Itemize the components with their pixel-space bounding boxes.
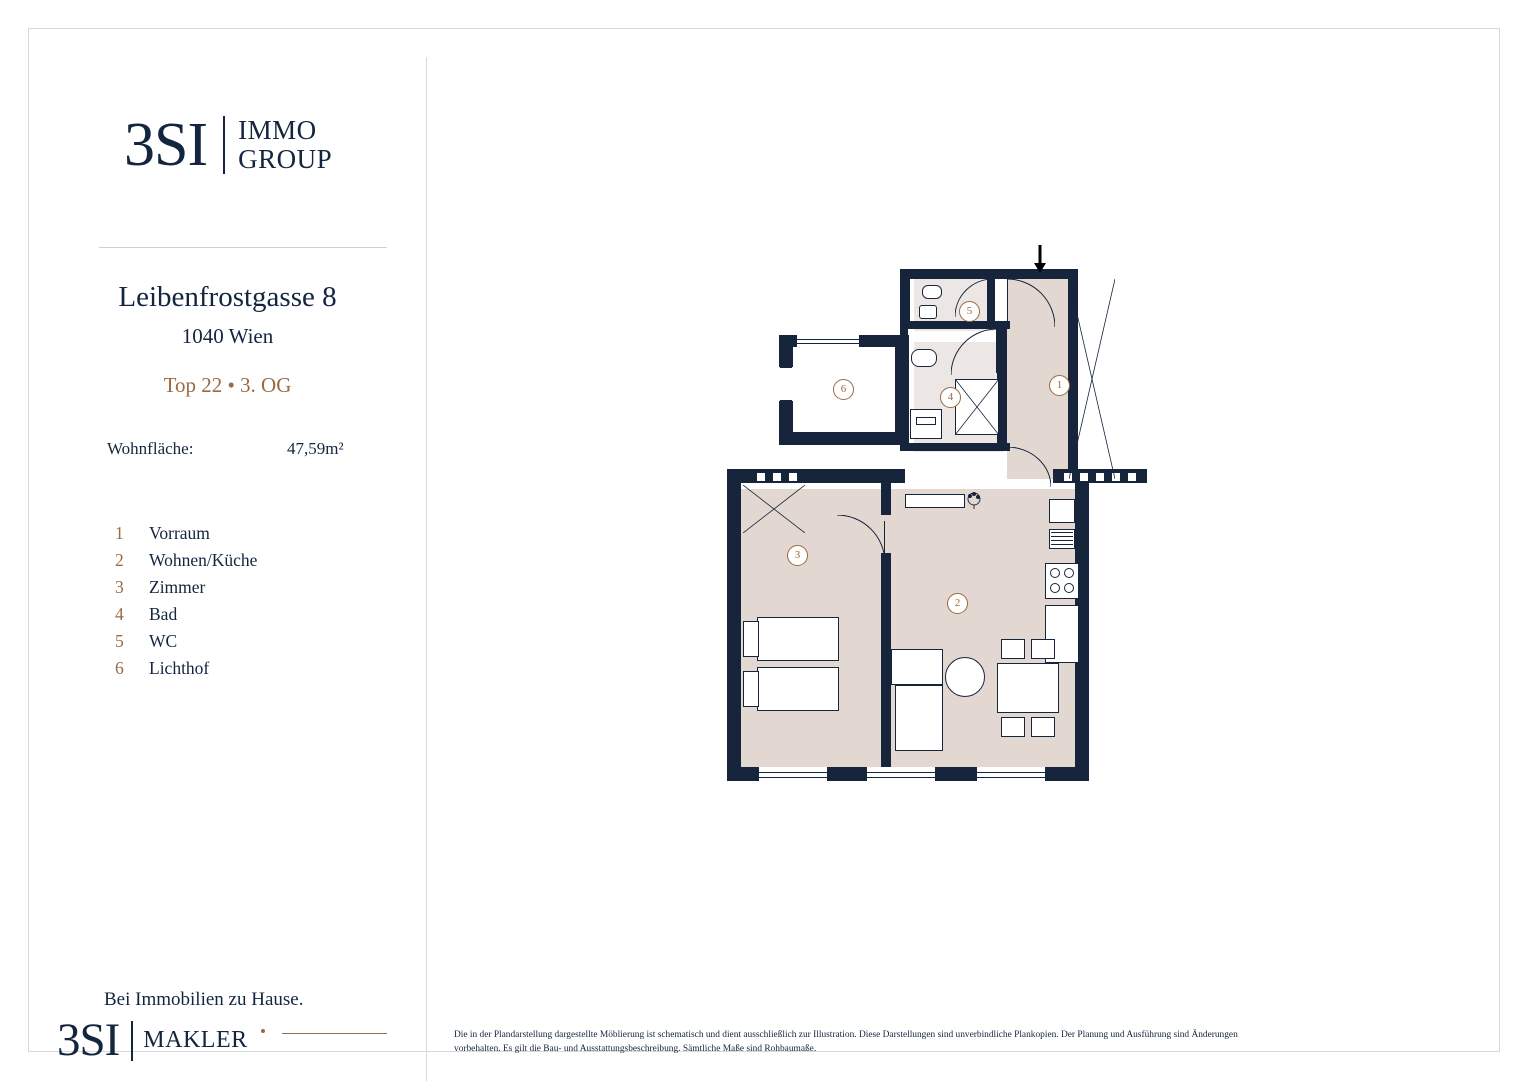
bed-icon — [757, 667, 839, 711]
kitchen-counter-top — [905, 494, 965, 508]
footer-logo-mark: 3SI — [57, 1014, 120, 1066]
washing-machine-drum — [916, 417, 936, 425]
wall-lichthof-bottom — [779, 433, 909, 445]
cabinet-line — [1051, 536, 1073, 537]
vertical-divider — [426, 57, 427, 1081]
stove-burner — [1050, 583, 1060, 593]
list-item — [107, 523, 397, 550]
chair-icon — [1031, 717, 1055, 737]
wall-notch — [1128, 473, 1136, 481]
legend-number: 2 — [115, 550, 124, 570]
bed-pillow-icon — [743, 621, 759, 657]
list-item — [107, 577, 397, 604]
document-page — [28, 28, 1500, 1066]
window-lichthof-left-line2 — [780, 400, 792, 401]
wall-notch — [773, 473, 781, 481]
window-line — [797, 339, 859, 340]
toilet-icon — [922, 285, 942, 299]
window-line — [797, 343, 859, 344]
window-bottom-2 — [867, 767, 935, 781]
wall-left-upper — [900, 269, 910, 329]
legend-label: Vorraum — [149, 523, 210, 543]
brand-logo-divider — [223, 116, 225, 174]
door-zimmer — [837, 515, 885, 563]
brand-logo-line2: GROUP — [238, 144, 333, 174]
chair-icon — [1031, 639, 1055, 659]
bed-pillow-icon — [743, 671, 759, 707]
window-lichthof-left — [779, 367, 793, 401]
stove-burner — [1064, 583, 1074, 593]
living-area-label: Wohnfläche: — [107, 439, 194, 458]
stove-icon — [1045, 563, 1079, 599]
legend-number: 1 — [115, 523, 124, 543]
room-badge-1: 1 — [1049, 375, 1070, 396]
window-line — [977, 777, 1045, 778]
footer-logo — [57, 1014, 248, 1066]
dining-table — [997, 663, 1059, 713]
hatch-stairwell — [1069, 279, 1115, 479]
door-wohnen — [1007, 447, 1051, 487]
round-table-icon — [945, 657, 985, 697]
window-lichthof-left-line1 — [780, 367, 792, 368]
cabinet-line — [1051, 532, 1073, 533]
footer-logo-divider — [131, 1021, 133, 1061]
wall-notch — [789, 473, 797, 481]
window-line — [977, 772, 1045, 773]
door-bad — [951, 329, 997, 375]
hatch-niche — [743, 485, 805, 533]
footer-accent-line — [282, 1033, 387, 1034]
sofa-icon — [891, 649, 943, 685]
list-item — [107, 604, 397, 631]
brand-logo-text — [238, 116, 332, 174]
cabinet-line — [1051, 540, 1073, 541]
disclaimer-text: Die in der Plandarstellung dargestellte Möblierung ist schematisch und dient ausschließlich zur Illustration. Diese Darstellungen sind unverbindliche Plankopien. Der Planung und Ausführung sind Änderungen vorbehalten. Es gilt die Bau- und Ausstattungsbeschreibung. Sämtliche Maße sind Rohbaumaße. — [454, 1030, 1238, 1054]
room-badge-4: 4 — [940, 387, 961, 408]
legend-number: 3 — [115, 577, 124, 597]
window-line — [759, 777, 827, 778]
legend-number: 6 — [115, 658, 124, 678]
kitchen-sink-icon — [1049, 499, 1075, 523]
room-legend — [107, 523, 397, 685]
brand-logo — [124, 111, 333, 179]
wall-left-lower — [727, 469, 741, 781]
legend-label: Lichthof — [149, 658, 210, 678]
room-badge-5: 5 — [959, 301, 980, 322]
wall-bad-bottom — [900, 443, 1010, 451]
room-badge-2: 2 — [947, 593, 968, 614]
window-line — [759, 772, 827, 773]
property-city: 1040 Wien — [181, 324, 274, 348]
plant-icon — [965, 491, 983, 509]
window-line — [867, 772, 935, 773]
shower-cross — [955, 379, 999, 435]
brand-logo-mark: 3SI — [124, 111, 208, 179]
list-item — [107, 631, 397, 658]
sink-icon — [919, 305, 937, 319]
chair-icon — [1001, 639, 1025, 659]
footer-accent-dot — [261, 1029, 265, 1033]
legend-label: Bad — [149, 604, 178, 624]
window-bottom-3 — [977, 767, 1045, 781]
brand-tagline: Bei Immobilien zu Hause. — [104, 989, 304, 1010]
living-area-value: 47,59m² — [287, 439, 344, 458]
window-bottom-1 — [759, 767, 827, 781]
room-badge-3: 3 — [787, 545, 808, 566]
washbasin-icon — [911, 349, 937, 367]
legend-number: 4 — [115, 604, 124, 624]
wall-lichthof-right — [895, 335, 909, 445]
window-line — [867, 777, 935, 778]
property-unit: Top 22 • 3. OG — [163, 373, 292, 397]
wall-notch — [757, 473, 765, 481]
legend-number: 5 — [115, 631, 124, 651]
list-item — [107, 658, 397, 685]
property-address: Leibenfrostgasse 8 — [118, 281, 337, 313]
sofa-seat-icon — [895, 685, 943, 751]
window-lichthof-top — [797, 335, 859, 347]
brand-logo-line1: IMMO — [238, 114, 317, 145]
header-rule — [99, 247, 387, 248]
room-badge-6: 6 — [833, 379, 854, 400]
footer-logo-text: MAKLER — [143, 1027, 248, 1053]
legend-label: Wohnen/Küche — [149, 550, 258, 570]
list-item — [107, 550, 397, 577]
legend-label: WC — [149, 631, 178, 651]
floorplan — [719, 257, 1159, 802]
legend-label: Zimmer — [149, 577, 206, 597]
stove-burner — [1050, 568, 1060, 578]
chair-icon — [1001, 717, 1025, 737]
stove-burner — [1064, 568, 1074, 578]
cabinet-line — [1051, 544, 1073, 545]
door-entrance — [1007, 279, 1055, 327]
entrance-arrow-icon — [1032, 245, 1048, 273]
wall-top-lower-left — [727, 469, 905, 483]
bed-icon — [757, 617, 839, 661]
